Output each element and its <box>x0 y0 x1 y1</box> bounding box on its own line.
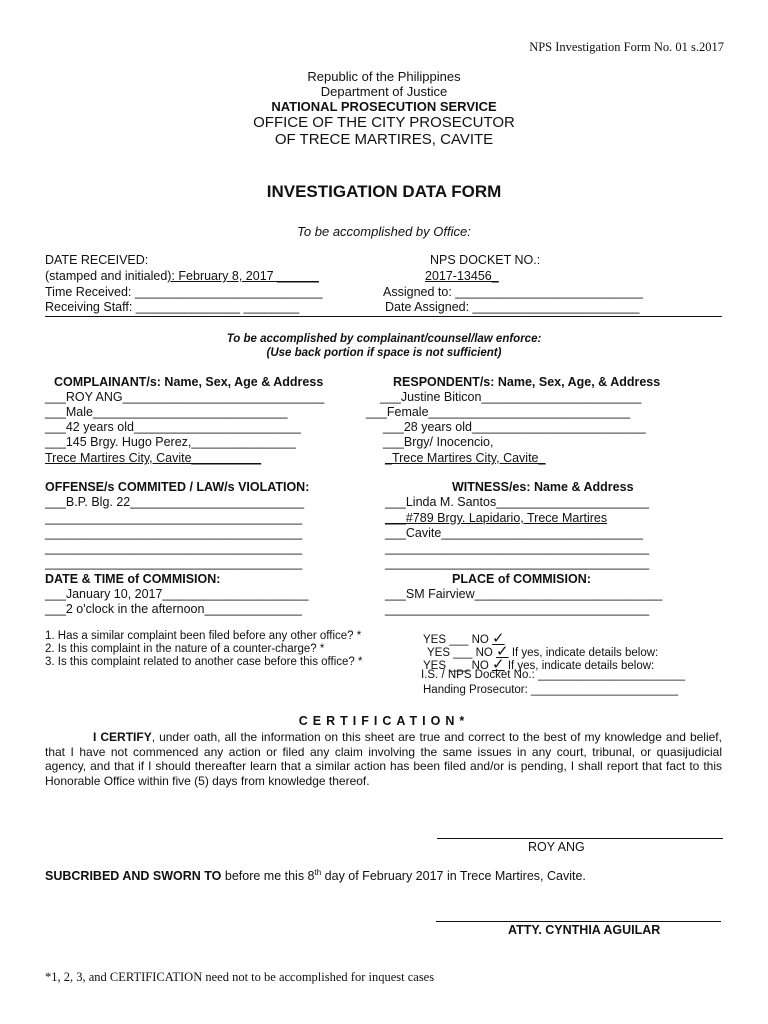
checkmark-icon: ✓ <box>492 656 505 673</box>
complainant-line: ___ROY ANG_____________________________ <box>45 390 325 404</box>
complainant-line: ___42 years old________________________ <box>45 420 301 434</box>
complainant-line: ___145 Brgy. Hugo Perez,_______________ <box>45 435 296 449</box>
witness-line: ___Linda M. Santos______________________ <box>385 495 650 509</box>
stamped-line <box>45 269 319 283</box>
date-received-value: ): February 8, 2017 ______ <box>167 269 319 283</box>
complainant-line: ___Male____________________________ <box>45 405 288 419</box>
offense-line: ___B.P. Blg. 22_________________________ <box>45 495 305 509</box>
offense-heading: OFFENSE/s COMMITED / LAW/s VIOLATION: <box>45 480 310 494</box>
complainant-heading: COMPLAINANT/s: Name, Sex, Age & Address <box>54 375 324 389</box>
place-commission-heading: PLACE of COMMISION: <box>452 572 591 586</box>
header-city: OF TRECE MARTIRES, CAVITE <box>274 131 494 148</box>
offense-line: _____________________________________ <box>45 511 303 525</box>
date-commission-heading: DATE & TIME of COMMISION: <box>45 572 221 586</box>
sworn-pre: before me this 8 <box>221 869 315 884</box>
certify-text: , under oath, all the information on this sheet are true and correct to the best of my knowledge and belief, that I have not commenced any action or filed any claim involving the same issues in any court, tribunal, or quasijudicial agency, and that if I should thereafter learn that a similar action has been filed and/or is pending, I shall report that fact to this Honorable Office within five (5) days from knowledge thereof. <box>45 730 722 788</box>
yes-no-label: YES ___ NO <box>423 634 489 646</box>
respondent-line: ___28 years old_________________________ <box>383 420 646 434</box>
nps-docket-label: NPS DOCKET NO.: <box>430 253 541 267</box>
details-note: If yes, indicate details below: <box>511 647 659 659</box>
officer-signature-line <box>436 921 721 922</box>
respondent-heading: RESPONDENT/s: Name, Sex, Age, & Address <box>393 375 661 389</box>
offense-line: _____________________________________ <box>45 556 303 570</box>
page-title: INVESTIGATION DATA FORM <box>266 182 502 201</box>
witness-line: ___#789 Brgy. Lapidario, Trece Martires <box>385 511 608 525</box>
respondent-line: ___Brgy/ Inocencio, <box>383 435 494 449</box>
witness-line: ___Cavite_____________________________ <box>385 526 643 540</box>
place-commission-line: ___SM Fairview___________________________ <box>385 587 663 601</box>
yes-no-label: YES ___ NO <box>427 647 493 659</box>
receiving-staff: Receiving Staff: _______________ ________ <box>45 300 300 314</box>
question-1: 1. Has a similar complaint been filed before any other office? * <box>45 630 362 642</box>
checkmark-icon: ✓ <box>496 643 509 660</box>
header-republic: Republic of the Philippines <box>307 69 461 84</box>
offense-line: _____________________________________ <box>45 526 303 540</box>
question-3: 3. Is this complaint related to another case before this office? * <box>45 656 363 668</box>
certification-body <box>45 730 722 788</box>
date-commission-line: ___January 10, 2017_____________________ <box>45 587 309 601</box>
assigned-to: Assigned to: ___________________________ <box>383 285 643 299</box>
form-number: NPS Investigation Form No. 01 s.2017 <box>529 40 724 54</box>
place-commission-line: ______________________________________ <box>385 602 650 616</box>
witness-heading: WITNESS/es: Name & Address <box>452 480 634 494</box>
complainant-note-1: To be accomplished by complainant/counsel/law enforce: <box>226 333 542 345</box>
offense-line: _____________________________________ <box>45 541 303 555</box>
footnote: *1, 2, 3, and CERTIFICATION need not to be accomplished for inquest cases <box>45 970 435 984</box>
header-department: Department of Justice <box>320 84 448 99</box>
question-2: 2. Is this complaint in the nature of a counter-charge? * <box>45 643 325 655</box>
officer-name: ATTY. CYNTHIA AGUILAR <box>508 923 661 937</box>
header-office: OFFICE OF THE CITY PROSECUTOR <box>253 114 515 131</box>
sworn-post: day of February 2017 in Trece Martires, Cavite. <box>321 869 586 884</box>
section-divider <box>45 316 722 317</box>
is-docket-field: I.S. / NPS Docket No.: _______________________ <box>421 669 686 681</box>
date-assigned: Date Assigned: ________________________ <box>385 300 640 314</box>
complainant-line: Trece Martires City, Cavite__________ <box>45 451 262 465</box>
docket-value: 2017-13456_ <box>425 269 499 283</box>
witness-line: ______________________________________ <box>385 556 650 570</box>
respondent-line: ___Justine Biticon_______________________ <box>380 390 642 404</box>
date-received-label: DATE RECEIVED: <box>45 253 149 267</box>
handling-prosecutor-field: Handing Prosecutor: _______________________ <box>423 684 679 696</box>
stamped-prefix: (stamped and initialed <box>45 269 168 283</box>
certification-title: CERTIFICATION* <box>298 714 470 728</box>
time-received: Time Received: ___________________________ <box>45 285 323 299</box>
date-commission-line: ___2 o'clock in the afternoon______________ <box>45 602 302 616</box>
respondent-line: ___Female_____________________________ <box>366 405 631 419</box>
sworn-sup: th <box>314 868 322 877</box>
checkmark-icon: ✓ <box>492 630 505 647</box>
respondent-line: _Trece Martires City, Cavite_ <box>385 451 546 465</box>
sworn-statement <box>45 868 586 884</box>
details-note: If yes, indicate details below: <box>507 660 655 672</box>
signature-line <box>437 838 723 839</box>
yes-no-label: YES ___ NO <box>423 660 489 672</box>
office-note: To be accomplished by Office: <box>297 224 471 239</box>
header-nps: NATIONAL PROSECUTION SERVICE <box>271 99 497 114</box>
complainant-note-2: (Use back portion if space is not sufficient) <box>266 347 502 359</box>
certify-lead: I CERTIFY <box>93 730 152 744</box>
signatory-name: ROY ANG <box>528 840 585 854</box>
sworn-lead: SUBCRIBED AND SWORN TO <box>45 869 222 884</box>
witness-line: ______________________________________ <box>385 541 650 555</box>
